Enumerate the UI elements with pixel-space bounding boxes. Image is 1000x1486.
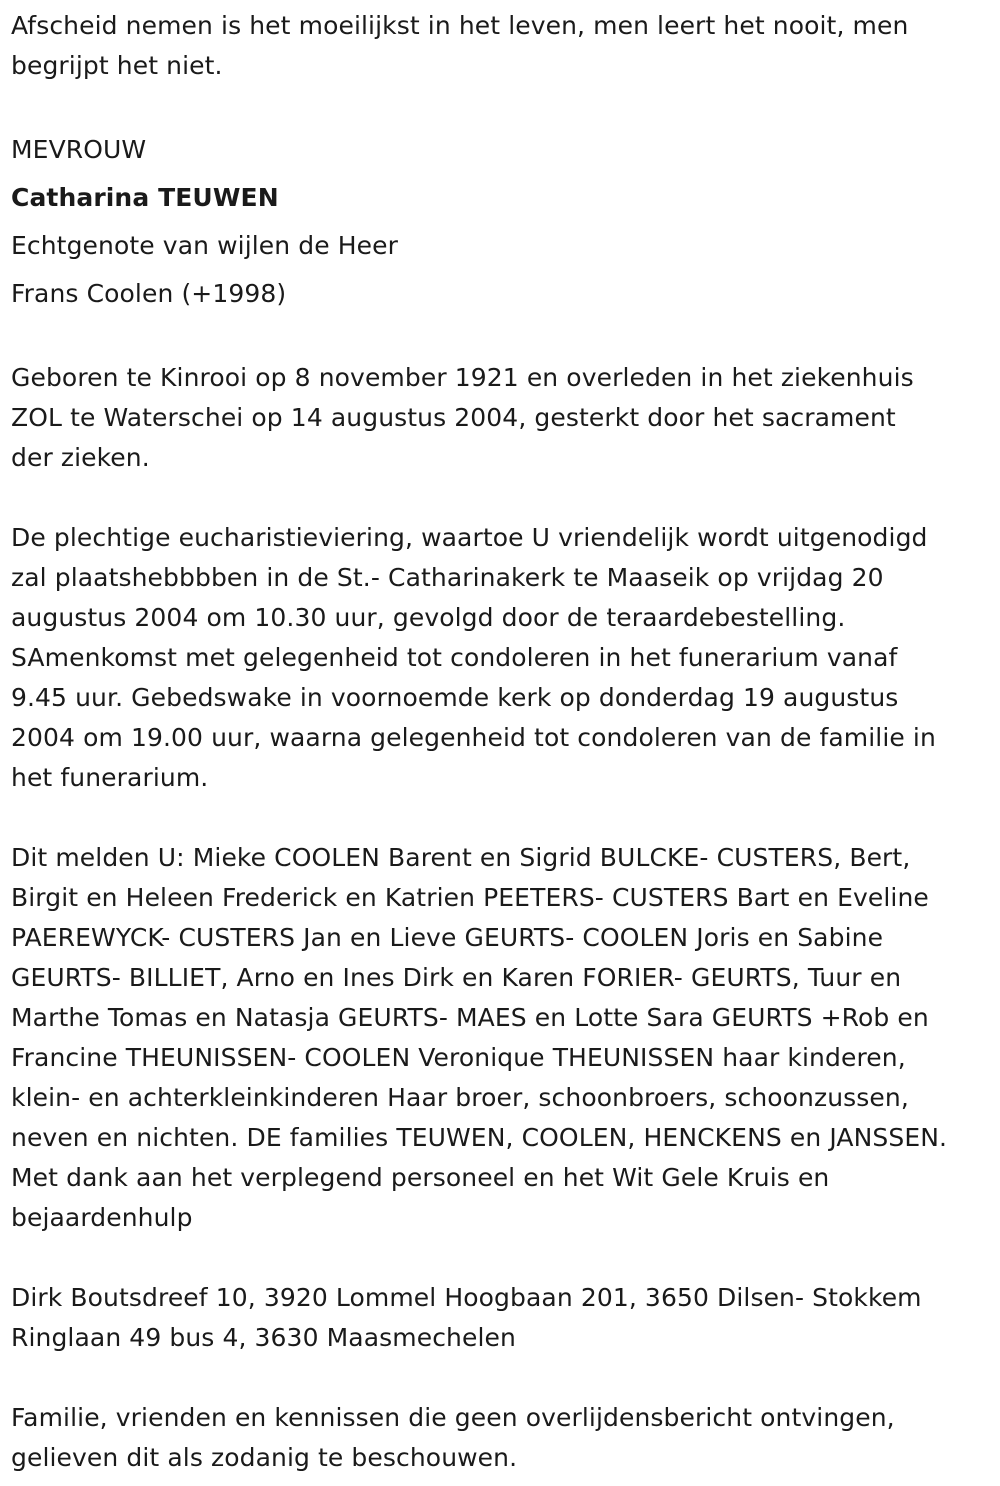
paragraph-line: klein- en achterkleinkinderen Haar broer, schoonbroers, schoonzussen, xyxy=(11,1083,909,1112)
spacer xyxy=(11,86,990,126)
paragraph-line: Met dank aan het verplegend personeel en het Wit Gele Kruis en xyxy=(11,1163,830,1192)
paragraph-line: Marthe Tomas en Natasja GEURTS- MAES en Lotte Sara GEURTS +Rob en xyxy=(11,1003,929,1032)
paragraph-line: 9.45 uur. Gebedswake in voornoemde kerk op donderdag 19 augustus xyxy=(11,683,899,712)
spacer xyxy=(11,478,990,518)
spouse-line: Echtgenote van wijlen de Heer xyxy=(11,231,399,260)
paragraph-line: Dit melden U: Mieke COOLEN Barent en Sigrid BULCKE- CUSTERS, Bert, xyxy=(11,843,911,872)
birth-death-paragraph xyxy=(11,358,990,478)
spouse-line: Frans Coolen (+1998) xyxy=(11,279,287,308)
paragraph-line: Birgit en Heleen Frederick en Katrien PEETERS- CUSTERS Bart en Eveline xyxy=(11,883,929,912)
paragraph-line: GEURTS- BILLIET, Arno en Ines Dirk en Karen FORIER- GEURTS, Tuur en xyxy=(11,963,902,992)
closing-paragraph xyxy=(11,1398,990,1478)
family-paragraph xyxy=(11,838,990,1238)
paragraph-line: SAmenkomst met gelegenheid tot condoleren in het funerarium vanaf xyxy=(11,643,898,672)
address-line: Ringlaan 49 bus 4, 3630 Maasmechelen xyxy=(11,1323,516,1352)
address-line: Dirk Boutsdreef 10, 3920 Lommel Hoogbaan 201, 3650 Dilsen- Stokkem xyxy=(11,1283,922,1312)
spacer xyxy=(11,1358,990,1398)
paragraph-line: augustus 2004 om 10.30 uur, gevolgd door de teraardebestelling. xyxy=(11,603,846,632)
opening-quote xyxy=(11,6,990,86)
paragraph-line: Geboren te Kinrooi op 8 november 1921 en overleden in het ziekenhuis xyxy=(11,363,914,392)
spacer xyxy=(11,798,990,838)
paragraph-line: het funerarium. xyxy=(11,763,209,792)
honorific-title: MEVROUW xyxy=(11,135,147,164)
spacer xyxy=(11,1238,990,1278)
paragraph-line: neven en nichten. DE families TEUWEN, COOLEN, HENCKENS en JANSSEN. xyxy=(11,1123,948,1152)
deceased-name: Catharina TEUWEN xyxy=(11,183,279,212)
spacer xyxy=(11,318,990,358)
deceased-header xyxy=(11,126,990,318)
quote-line: Afscheid nemen is het moeilijkst in het leven, men leert het nooit, men xyxy=(11,11,909,40)
addresses-paragraph xyxy=(11,1278,990,1358)
paragraph-line: ZOL te Waterschei op 14 augustus 2004, gesterkt door het sacrament xyxy=(11,403,896,432)
paragraph-line: Familie, vrienden en kennissen die geen overlijdensbericht ontvingen, xyxy=(11,1403,895,1432)
paragraph-line: bejaardenhulp xyxy=(11,1203,193,1232)
paragraph-line: 2004 om 19.00 uur, waarna gelegenheid tot condoleren van de familie in xyxy=(11,723,936,752)
paragraph-line: gelieven dit als zodanig te beschouwen. xyxy=(11,1443,518,1472)
paragraph-line: Francine THEUNISSEN- COOLEN Veronique THEUNISSEN haar kinderen, xyxy=(11,1043,906,1072)
paragraph-line: zal plaatshebbbben in de St.- Catharinakerk te Maaseik op vrijdag 20 xyxy=(11,563,884,592)
ceremony-paragraph xyxy=(11,518,990,798)
paragraph-line: De plechtige eucharistieviering, waartoe U vriendelijk wordt uitgenodigd xyxy=(11,523,928,552)
paragraph-line: der zieken. xyxy=(11,443,150,472)
quote-line: begrijpt het niet. xyxy=(11,51,223,80)
paragraph-line: PAEREWYCK- CUSTERS Jan en Lieve GEURTS- COOLEN Joris en Sabine xyxy=(11,923,884,952)
